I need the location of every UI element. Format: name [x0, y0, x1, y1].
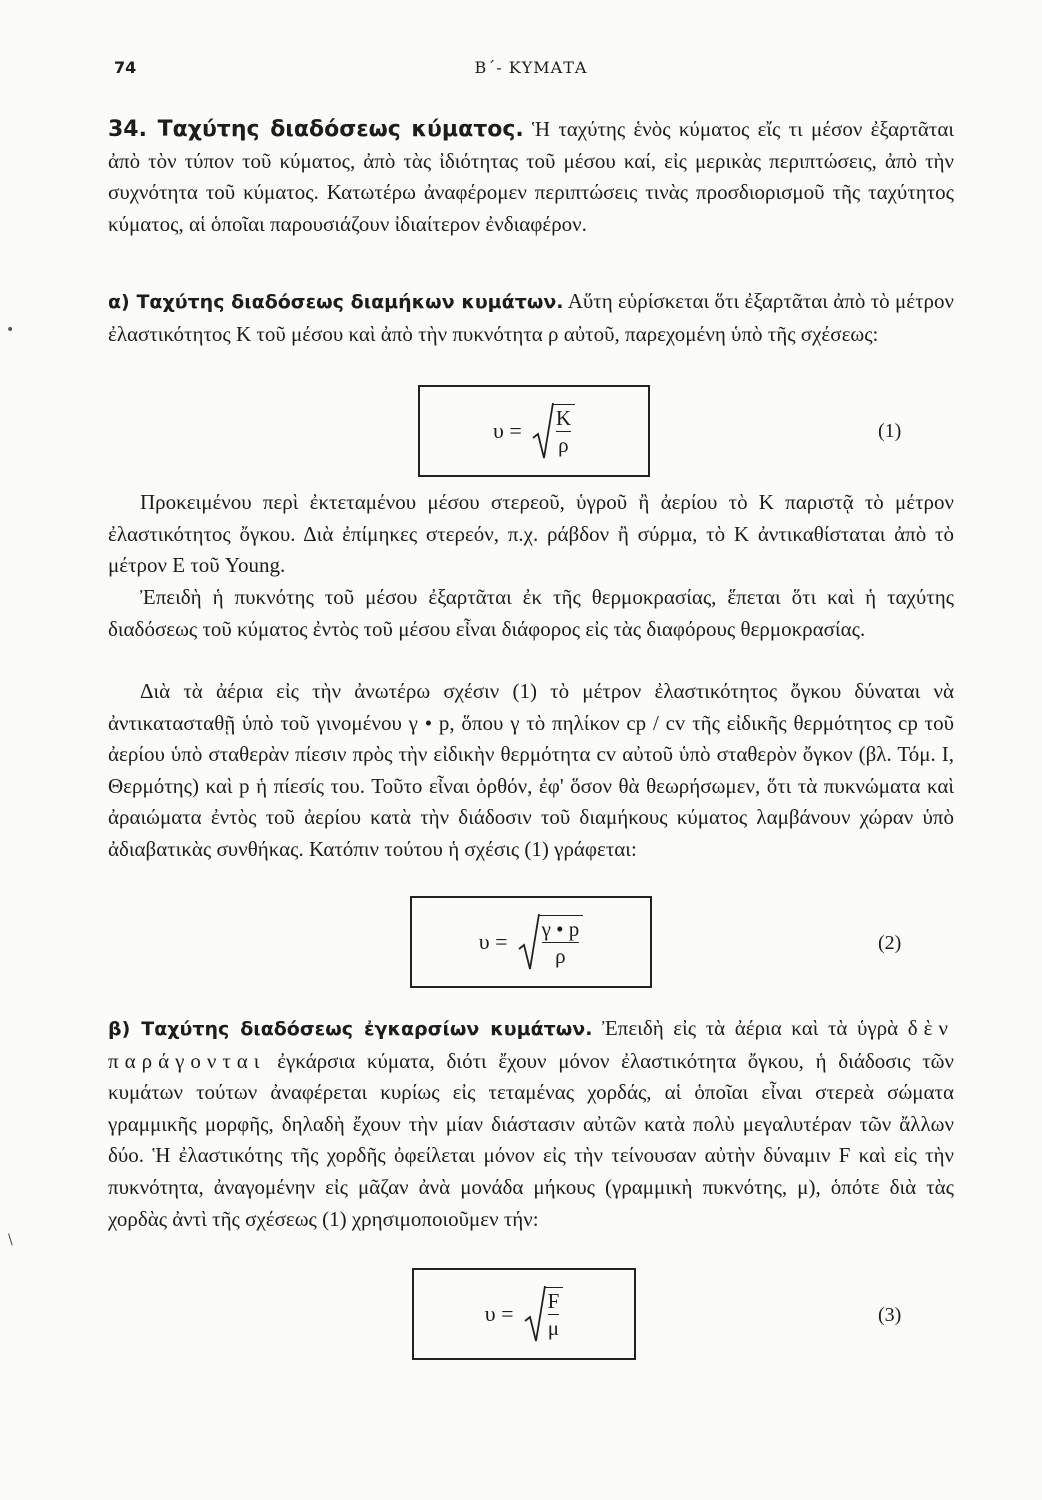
equation-1-label: (1)	[878, 420, 902, 442]
equation-1-box	[418, 385, 650, 477]
equation-3-label: (3)	[878, 1304, 902, 1326]
equation-2-lhs: υ =	[478, 929, 508, 954]
section-b-body-start: Ἐπειδὴ εἰς τὰ ἀέρια καὶ τὰ ὑγρὰ	[602, 1016, 899, 1040]
equation-2-box	[410, 896, 652, 988]
margin-dot-mark: •	[6, 322, 15, 338]
section-a-paragraph-3: Διὰ τὰ ἀέρια εἰς τὴν ἀνωτέρω σχέσιν (1) τὸ μέτρον ἐλαστικότητος ὄγκου δύναται νὰ ἀντικατασταθῇ ὑπὸ τοῦ γινομένου γ • p, ὅπου γ τὸ πηλίκον cp / cv τῆς εἰδικῆς θερμότητος cp τοῦ ἀερίου ὑπὸ σταθερὰν πίεσιν πρὸς τὴν εἰδικὴν θερμότητα cv αὐτοῦ ὑπὸ σταθερὸν ὄγκον (βλ. Τόμ. Ι, Θερμότης) καὶ p ἡ πίεσίς του. Τοῦτο εἶναι ὀρθόν, ἐφ' ὅσον θὰ θεωρήσωμεν, ὅτι τὰ πυκνώματα καὶ ἀραιώματα ἐντὸς τοῦ ἀερίου κατὰ τὴν διάδοσιν τοῦ διαμήκους κύματος λαμβάνουν χώραν ὑπὸ ἀδιαβατικὰς συνθήκας. Κατόπιν τούτου ἡ σχέσις (1) γράφεται:	[108, 679, 954, 861]
section-b-body-rest: ἐγκάρσια κύματα, διότι ἔχουν μόνον ἐλαστικότητα ὄγκου, ἡ διάδοσις τῶν κυμάτων τούτων ἀναφέρεται κυρίως εἰς τεταμένας χορδάς, αἱ ὁποῖαι εἶναι στερεὰ σώματα γραμμικῆς μορφῆς, δηλαδὴ ἔχουν τὴν μίαν διάστασιν αὐτῶν κατὰ πολὺ μεγαλυτέραν τῶν ἄλλων δύο. Ἡ ἐλαστικότης τῆς χορδῆς ὀφείλεται μόνον εἰς τὴν τείνουσαν αὐτὴν δύναμιν F καὶ εἰς τὴν πυκνότητα, ἀναγομένην εἰς μᾶζαν ἀνὰ μονάδα μήκους (γραμμικὴ πυκνότης, μ), ὁπότε διὰ τὰς χορδὰς ἀντὶ τῆς σχέσεως (1) χρησιμοποιοῦμεν τήν:	[108, 1048, 954, 1231]
equation-2-numerator: γ • p	[541, 917, 580, 941]
margin-stroke-mark: \	[8, 1232, 13, 1248]
equation-1-lhs: υ =	[493, 418, 522, 443]
radical-sign-icon	[518, 913, 584, 971]
equation-3-denominator: μ	[547, 1316, 560, 1340]
equation-1-numerator: K	[555, 406, 571, 430]
equation-3-box	[412, 1268, 636, 1360]
equation-1-fraction	[552, 404, 575, 458]
equation-3-lhs: υ =	[484, 1301, 514, 1326]
equation-2-denominator: ρ	[555, 944, 566, 968]
radical-sign-icon	[524, 1285, 564, 1343]
equation-3-numerator: F	[547, 1289, 560, 1313]
section-34-body: Ἡ ταχύτης ἑνὸς κύματος εἴς τι μέσον ἐξαρτᾶται ἀπὸ τὸν τύπον τοῦ κύματος, ἀπὸ τὰς ἰδιότητας τοῦ μέσου καί, εἰς μερικὰς περιπτώσεις, ἀπὸ τὴν συχνότητα τοῦ κύματος. Κατωτέρω ἀναφέρομεν περιπτώσεις τινὰς προσδιορισμοῦ τῆς ταχύτητος κύματος, αἱ ὁποῖαι παρουσιάζουν ἰδιαίτερον ἐνδιαφέρον.	[108, 117, 955, 236]
section-34-title: 34. Ταχύτης διαδόσεως κύματος.	[108, 117, 524, 142]
equation-2-fraction	[538, 915, 584, 969]
section-b-spaced-emphasis: δὲν παράγονται	[108, 1016, 954, 1073]
equation-1-denominator: ρ	[558, 433, 569, 457]
section-a-paragraph-1: Προκειμένου περὶ ἐκτεταμένου μέσου στερεοῦ, ὑγροῦ ἢ ἀερίου τὸ Κ παριστᾷ τὸ μέτρον ἐλαστικότητος ὄγκου. Διὰ ἐπίμηκες στερεόν, π.χ. ράβδον ἢ σύρμα, τὸ Κ ἀντικαθίσταται ἀπὸ τὸ μέτρον Ε τοῦ Young.	[108, 490, 954, 578]
running-head: Β΄- ΚΥΜΑΤΑ	[474, 58, 588, 77]
page-header	[108, 58, 954, 84]
section-a-intro: Αὕτη εὑρίσκεται ὅτι ἐξαρτᾶται ἀπὸ τὸ μέτρον ἐλαστικότητος Κ τοῦ μέσου καὶ ἀπὸ τὴν πυκνότητα ρ αὐτοῦ, παρεχομένη ὑπὸ τῆς σχέσεως:	[108, 289, 955, 346]
page-number: 74	[114, 58, 137, 77]
section-b-paragraph	[108, 1013, 954, 1235]
section-34-paragraph	[108, 114, 954, 240]
section-b-title: β) Ταχύτης διαδόσεως ἐγκαρσίων κυμάτων.	[108, 1018, 593, 1040]
equation-2-label: (2)	[878, 932, 902, 954]
section-a-paragraph-2: Ἐπειδὴ ἡ πυκνότης τοῦ μέσου ἐξαρτᾶται ἐκ τῆς θερμοκρασίας, ἕπεται ὅτι καὶ ἡ ταχύτης διαδόσεως τοῦ κύματος ἐντὸς τοῦ μέσου εἶναι διάφορος εἰς τὰς διαφόρους θερμοκρασίας.	[108, 585, 954, 641]
section-a-title: α) Ταχύτης διαδόσεως διαμήκων κυμάτων.	[108, 291, 564, 313]
section-a-paragraph	[108, 286, 954, 350]
equation-3-fraction	[544, 1287, 564, 1341]
radical-sign-icon	[532, 402, 575, 460]
